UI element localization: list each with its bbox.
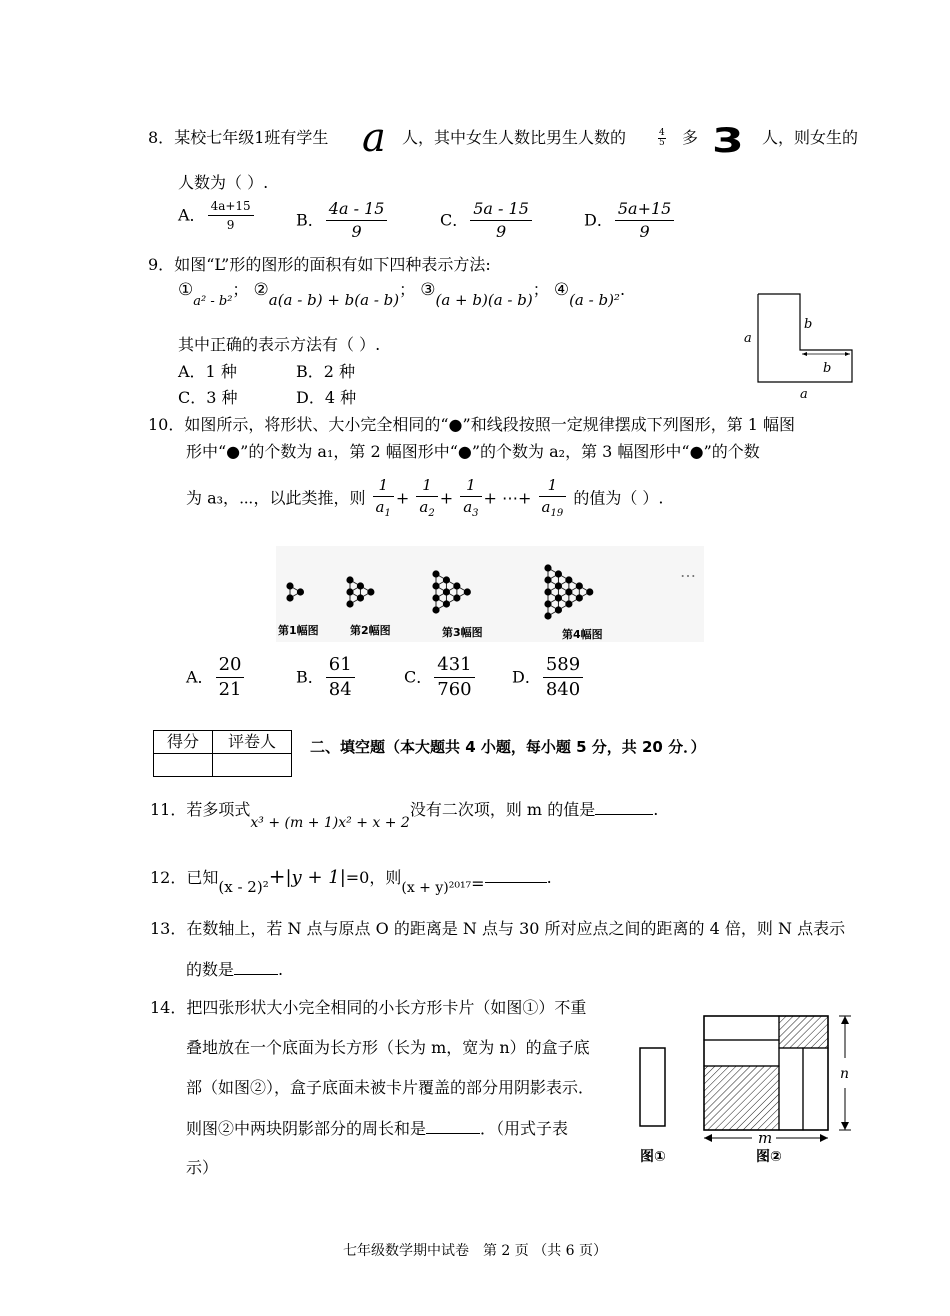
q13-line1: 13．在数轴上，若 N 点与原点 O 的距离是 N 点与 30 所对应点之间的距离的 4 倍，则 N 点表示 bbox=[150, 919, 846, 938]
q9-question: 其中正确的表示方法有（ ）. bbox=[178, 335, 381, 354]
dot-fig4 bbox=[544, 600, 551, 607]
q13-answer-blank[interactable] bbox=[234, 974, 278, 975]
q10-option-d[interactable]: D． $\frac{589}{840}$ bbox=[512, 656, 585, 699]
q8-option-c[interactable]: C． $\frac{5a - 15}{9}$ bbox=[440, 201, 534, 240]
dot-fig1 bbox=[286, 594, 293, 601]
q14-label-m: m bbox=[758, 1129, 773, 1146]
q8-line1: 8．某校七年级1班有学生 bbox=[148, 128, 329, 147]
dot-fig3 bbox=[443, 600, 450, 607]
q10-line1: 10．如图所示，将形状、大小完全相同的“●”和线段按照一定规律摆成下列图形，第 1 幅图 bbox=[148, 415, 796, 434]
dot-fig3 bbox=[453, 582, 460, 589]
dot-fig1 bbox=[297, 588, 304, 595]
q9-option-a[interactable]: A．1 种 bbox=[178, 362, 237, 381]
q14-figure1-card bbox=[638, 1046, 668, 1130]
dot-fig3 bbox=[464, 588, 471, 595]
page-footer: 七年级数学期中试卷 第 2 页 （共 6 页） bbox=[342, 1243, 608, 1259]
q8-text-mid: 人，其中女生人数比男生人数的 bbox=[402, 128, 627, 147]
l-label-b-top: b bbox=[804, 317, 813, 332]
q14-fig2-caption: 图② bbox=[756, 1149, 782, 1165]
q14-fig1-caption: 图① bbox=[640, 1149, 666, 1165]
fig-caption-3: 第3幅图 bbox=[442, 626, 483, 639]
q14-line1: 14．把四张形状大小完全相同的小长方形卡片（如图①）不重 bbox=[150, 998, 587, 1017]
q14-line2: 叠地放在一个底面为长方形（长为 m，宽为 n）的盒子底 bbox=[186, 1038, 590, 1057]
fig-caption-4: 第4幅图 bbox=[562, 628, 603, 641]
sum-term-2: $\frac{1}{a_2}$ bbox=[416, 478, 437, 519]
q8-duo: 多 bbox=[682, 128, 699, 147]
q13-line2: 的数是 . bbox=[186, 960, 284, 979]
q14-label-n: n bbox=[840, 1066, 850, 1082]
q14-line3: 部（如图②），盒子底面未被卡片覆盖的部分用阴影表示． bbox=[186, 1078, 595, 1097]
dot-fig4 bbox=[555, 594, 562, 601]
dot-fig4 bbox=[555, 606, 562, 613]
l-label-a-bottom: a bbox=[800, 387, 808, 402]
fig-caption-2: 第2幅图 bbox=[350, 624, 391, 637]
dot-fig2 bbox=[367, 588, 374, 595]
fig-caption-1: 第1幅图 bbox=[278, 624, 319, 637]
q9-option-b[interactable]: B．2 种 bbox=[296, 362, 356, 381]
fig-more-ellipsis: ⋯ bbox=[680, 566, 696, 585]
q11-line: 11．若多项式x³ + (m + 1)x² + x + 2没有二次项，则 m 的值是 . bbox=[150, 800, 659, 831]
q11-answer-blank[interactable] bbox=[595, 814, 653, 815]
dot-fig4 bbox=[544, 564, 551, 571]
dot-fig4 bbox=[576, 582, 583, 589]
dot-fig4 bbox=[586, 588, 593, 595]
l-label-a-left: a bbox=[744, 331, 752, 346]
dot-fig4 bbox=[565, 600, 572, 607]
dot-fig2 bbox=[357, 582, 364, 589]
dot-fig3 bbox=[432, 582, 439, 589]
q14-line4: 则图②中两块阴影部分的周长和是 ．（用式子表 bbox=[186, 1119, 569, 1138]
dot-fig4 bbox=[544, 576, 551, 583]
q14-figure2-box bbox=[700, 1010, 860, 1146]
q8-line2: 人数为（ ）. bbox=[178, 173, 269, 192]
q8-text-end: 人，则女生的 bbox=[762, 128, 859, 147]
sum-term-3: $\frac{1}{a_3}$ bbox=[460, 478, 481, 519]
q9-l-shape-figure bbox=[736, 286, 866, 404]
q10-option-a[interactable]: A． $\frac{20}{21}$ bbox=[186, 656, 246, 699]
q14-line5: 示） bbox=[186, 1158, 219, 1177]
section2-title: 二、填空题（本大题共 4 小题，每小题 5 分，共 20 分．） bbox=[310, 738, 706, 756]
dot-fig4 bbox=[544, 612, 551, 619]
q8-option-d[interactable]: D． $\frac{5a+15}{9}$ bbox=[584, 201, 676, 240]
q10-option-b[interactable]: B． $\frac{61}{84}$ bbox=[296, 656, 357, 699]
dot-fig4 bbox=[565, 588, 572, 595]
sum-term-1: $\frac{1}{a_1}$ bbox=[373, 478, 394, 519]
q9-option-c[interactable]: C．3 种 bbox=[178, 388, 238, 407]
q14-answer-blank[interactable] bbox=[426, 1133, 480, 1134]
dot-fig2 bbox=[346, 600, 353, 607]
score-label: 得分 bbox=[154, 731, 213, 754]
q10-dot-figures bbox=[276, 546, 704, 642]
q8-option-b[interactable]: B． $\frac{4a - 15}{9}$ bbox=[296, 201, 389, 240]
dot-fig3 bbox=[443, 576, 450, 583]
q9-expressions: $①_{a^2 - b^2}$； ②a(a - b) + b(a - b)； ③(a + b)(a - b)； ④(a - b)². bbox=[178, 280, 626, 309]
dot-fig4 bbox=[544, 588, 551, 595]
dot-fig3 bbox=[432, 606, 439, 613]
score-cell[interactable] bbox=[154, 754, 213, 777]
dot-fig3 bbox=[443, 588, 450, 595]
dot-fig3 bbox=[432, 594, 439, 601]
q10-line2: 形中“●”的个数为 a₁，第 2 幅图形中“●”的个数为 a₂，第 3 幅图形中“●”的个数 bbox=[186, 442, 760, 461]
dot-fig4 bbox=[555, 570, 562, 577]
q10-option-c[interactable]: C． $\frac{431}{760}$ bbox=[404, 656, 477, 699]
q9-line1: 9．如图“L”形的图形的面积有如下四种表示方法: bbox=[148, 255, 491, 274]
q8-three: 3 bbox=[711, 121, 744, 161]
grader-cell[interactable] bbox=[213, 754, 292, 777]
dot-fig3 bbox=[453, 594, 460, 601]
q8-number: 8． bbox=[148, 128, 175, 147]
dot-fig4 bbox=[576, 594, 583, 601]
l-label-b-inner: b bbox=[823, 361, 832, 376]
score-table bbox=[153, 730, 292, 777]
q12-answer-blank[interactable] bbox=[485, 882, 547, 883]
q10-line3: 为 a₃，⋯，以此类推，则 $\frac{1}{a_1}$ + $\frac{1}{a_2}$ + $\frac{1}{a_3}$ + ⋯+ $\frac{1}{a_{19}}$ 的值为（ ）. bbox=[186, 476, 664, 519]
dot-fig2 bbox=[346, 576, 353, 583]
dot-fig2 bbox=[357, 594, 364, 601]
grader-label: 评卷人 bbox=[213, 731, 292, 754]
dot-fig2 bbox=[346, 588, 353, 595]
q8-option-a[interactable]: A． $\frac{4a+15}{9}$ bbox=[178, 200, 256, 231]
dot-fig1 bbox=[286, 582, 293, 589]
dot-fig4 bbox=[555, 582, 562, 589]
dot-fig3 bbox=[432, 570, 439, 577]
q9-option-d[interactable]: D．4 种 bbox=[296, 388, 357, 407]
q12-line: 12．已知(x - 2)²+|y + 1|=0，则(x + y)²⁰¹⁷= . bbox=[150, 864, 552, 896]
q8-small-fraction: 4 5 bbox=[659, 128, 665, 148]
sum-term-last: $\frac{1}{a_{19}}$ bbox=[539, 478, 567, 519]
q8-var-a: a bbox=[362, 115, 386, 161]
dot-fig4 bbox=[565, 576, 572, 583]
